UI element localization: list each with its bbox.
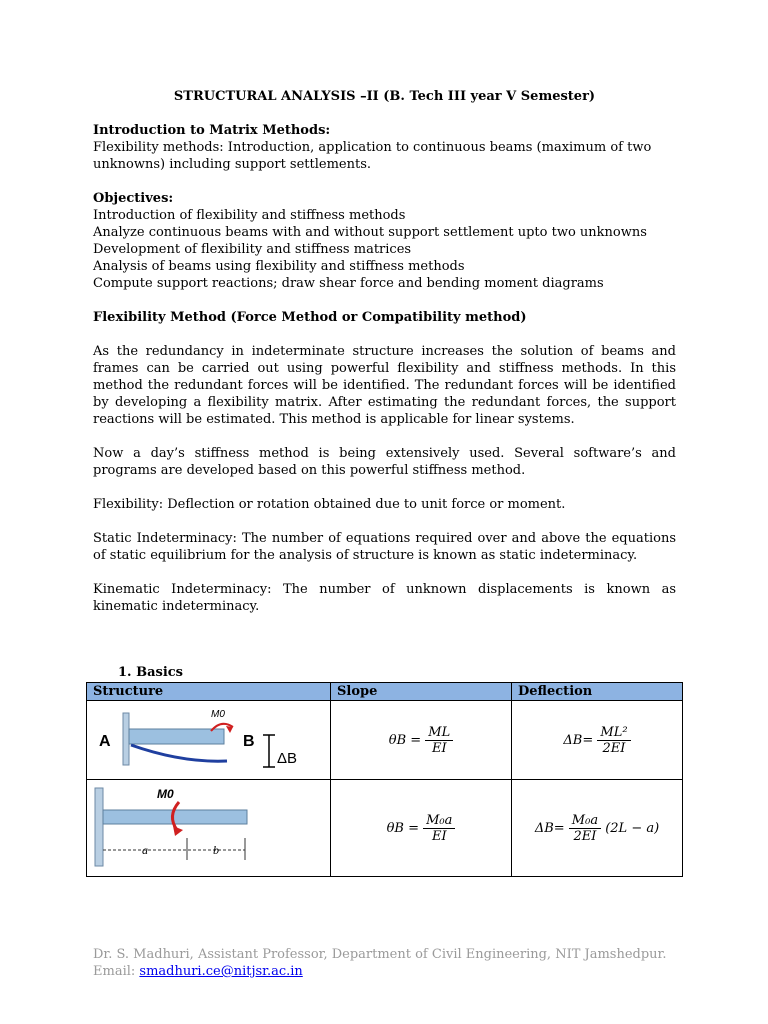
beam [103,810,247,824]
footer [93,946,666,980]
paragraph-static-indeterminacy: Static Indeterminacy: The number of equations required over and above the equations of static equilibrium for the analysis of structure is known as static indeterminacy. [93,531,676,563]
moment-label: M0 [157,787,174,801]
objective-item: Analysis of beams using flexibility and stiffness methods [93,259,465,274]
defl-fraction [569,813,601,844]
slope-cell [331,780,512,877]
fixed-support [123,713,129,765]
defl-tail: (2L − a) [605,820,660,836]
email-link[interactable]: smadhuri.ce@nitjsr.ac.in [139,964,303,979]
intro-line: Flexibility methods: Introduction, application to continuous beams (maximum of two [93,140,652,155]
cantilever-moment-diagram [87,701,330,775]
basics-table [86,682,683,877]
intro-heading: Introduction to Matrix Methods: [93,123,331,138]
dimension-a-label: a [142,843,148,857]
defl-den: 2EI [602,740,626,756]
defl-num: ML² [597,725,630,741]
defl-fraction [597,725,630,756]
paragraph-kinematic-indeterminacy: Kinematic Indeterminacy: The number of unknown displacements is known as kinematic indeterminacy. [93,582,676,614]
defl-num: M₀a [569,813,601,829]
intro-section [93,122,676,173]
footer-email-line [93,963,666,980]
slope-fraction [423,813,455,844]
footer-author: Dr. S. Madhuri, Assistant Professor, Department of Civil Engineering, NIT Jamshedpur. [93,947,667,962]
structure-cell-cantilever-moment [87,701,331,780]
moment-label: M0 [211,709,225,720]
slope-den: EI [431,740,447,756]
slope-lhs: θB = [386,820,419,836]
defl-lhs: ΔB= [534,820,565,836]
deflected-shape [131,745,227,761]
dimension-b-label: b [213,843,219,857]
flexibility-heading: Flexibility Method (Force Method or Compatibility method) [93,310,527,325]
deflection-cell [512,780,683,877]
slope-fraction [425,725,453,756]
objective-item: Development of flexibility and stiffness matrices [93,242,412,257]
defl-den: 2EI [573,828,597,844]
page-title: STRUCTURAL ANALYSIS –II (B. Tech III year V Semester) [173,89,596,104]
structure-cell-moment-at-a [87,780,331,877]
defl-lhs: ΔB= [563,732,594,748]
table-row [87,701,683,780]
slope-den: EI [431,828,447,844]
intro-line: unknowns) including support settlements. [93,157,372,172]
document-body [93,88,676,632]
slope-num: M₀a [423,813,455,829]
moment-at-a-diagram [87,780,330,872]
slope-lhs: θB = [388,732,422,748]
objectives-section [93,190,676,292]
header-structure: Structure [87,683,331,701]
paragraph-flexibility-def: Flexibility: Deflection or rotation obtained due to unit force or moment. [93,497,566,512]
moment-arrowhead-icon [226,726,233,733]
beam [129,729,224,744]
moment-arrowhead-icon [173,826,183,836]
label-b: B [243,733,255,750]
paragraph-stiffness: Now a day’s stiffness method is being extensively used. Several software’s and programs are developed based on this powerful stiffness method. [93,446,676,478]
fixed-support [95,788,103,866]
slope-num: ML [425,725,453,741]
label-a: A [99,733,111,750]
objective-item: Compute support reactions; draw shear force and bending moment diagrams [93,276,604,291]
objectives-heading: Objectives: [93,191,174,206]
footer-email-label: Email: [93,964,140,979]
deflection-cell [512,701,683,780]
table-header-row [87,683,683,701]
basics-heading: 1. Basics [118,665,183,680]
table-row [87,780,683,877]
paragraph-redundancy: As the redundancy in indeterminate structure increases the solution of beams and frames can be carried out using powerful flexibility and stiffness methods. In this method the redundant forces will be identified. The redundant forces will be identified by developing a flexibility matrix. After estimating the redundant forces, the support reactions will be estimated. This method is applicable for linear systems. [93,344,676,427]
delta-label: ΔB [277,750,298,767]
objective-item: Analyze continuous beams with and without support settlement upto two unknowns [93,225,647,240]
header-slope: Slope [331,683,512,701]
slope-cell [331,701,512,780]
objective-item: Introduction of flexibility and stiffness methods [93,208,406,223]
header-deflection: Deflection [512,683,683,701]
